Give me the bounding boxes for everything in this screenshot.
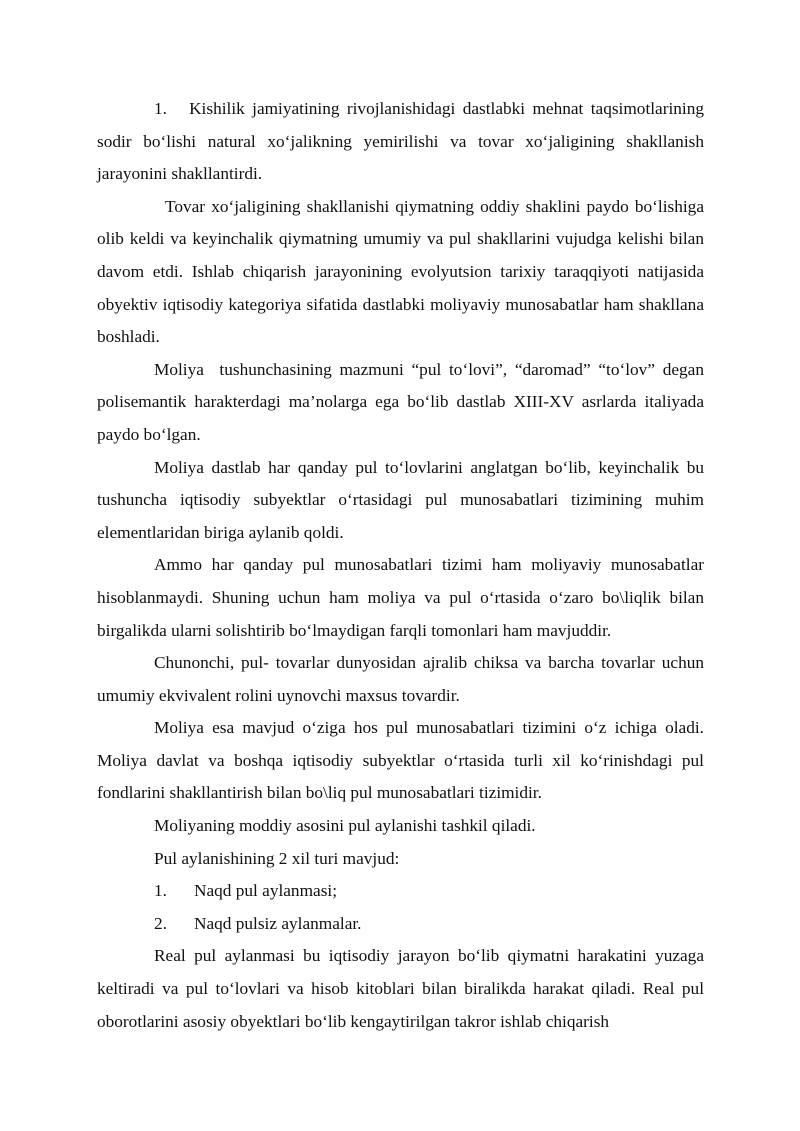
paragraph-7: Moliya esa mavjud o‘ziga hos pul munosabatlari tizimini o‘z ichiga oladi. Moliya davlat va boshqa iqtisodiy subyektlar o‘rtasida turli xil ko‘rinishdagi pul fondlarini shakllantirish bilan bo\liq pul munosabatlari tizimidir.	[97, 718, 704, 803]
paragraph-5: Ammo har qanday pul munosabatlari tizimi ham moliyaviy munosabatlar hisoblanmaydi. Shuning uchun ham moliya va pul o‘rtasida o‘zaro bo\liqlik bilan birgalikda ularni solishtirib bo‘lmaydigan farqli tomonlari ham mavjuddir.	[97, 555, 704, 640]
list-number: 1.	[154, 881, 167, 901]
list-item	[97, 875, 704, 908]
paragraph-1: 1. Kishilik jamiyatining rivojlanishidagi dastlabki mehnat taqsimotlarining sodir bo‘lishi natural xo‘jalikning yemirilishi va tovar xo‘jaligining shakllanish jarayonini shakllantirdi.	[97, 99, 704, 184]
list-text: Naqd pulsiz aylanmalar.	[194, 913, 362, 933]
list-text: Naqd pul aylanmasi;	[194, 881, 338, 901]
paragraph-2: Tovar xo‘jaligining shakllanishi qiymatning oddiy shaklini paydo bo‘lishiga olib keldi va keyinchalik qiymatning umumiy va pul shakllarini vujudga kelishi bilan davom etdi. Ishlab chiqarish jarayonining evolyutsion tarixiy taraqqiyoti natijasida obyektiv iqtisodiy kategoriya sifatida dastlabki moliyaviy munosabatlar ham shakllana boshladi.	[97, 196, 704, 347]
list-item	[97, 908, 704, 941]
closing-paragraph: Real pul aylanmasi bu iqtisodiy jarayon bo‘lib qiymatni harakatini yuzaga keltiradi va pul to‘lovlari va hisob kitoblari bilan biralikda harakat qiladi. Real pul oborotlarini asosiy obyektlari bo‘lib kengaytirilgan takror ishlab chiqarish	[97, 946, 704, 1031]
paragraph-3: Moliya tushunchasining mazmuni “pul to‘lovi”, “daromad” “to‘lov” degan polisemantik harakterdagi ma’nolarga ega bo‘lib dastlab XIII-XV asrlarda italiyada paydo bo‘lgan.	[97, 359, 704, 444]
paragraph-4: Moliya dastlab har qanday pul to‘lovlarini anglatgan bo‘lib, keyinchalik bu tushuncha iqtisodiy subyektlar o‘rtasidagi pul munosabatlari tizimining muhim elementlaridan biriga aylanib qoldi.	[97, 457, 704, 542]
paragraph-9: Pul aylanishining 2 xil turi mavjud:	[154, 848, 400, 868]
document-body	[97, 93, 704, 1038]
paragraph-6: Chunonchi, pul- tovarlar dunyosidan ajralib chiksa va barcha tovarlar uchun umumiy ekvivalent rolini uynovchi maxsus tovardir.	[97, 653, 704, 705]
paragraph-8: Moliyaning moddiy asosini pul aylanishi tashkil qiladi.	[154, 816, 536, 836]
list-number: 2.	[154, 913, 167, 933]
